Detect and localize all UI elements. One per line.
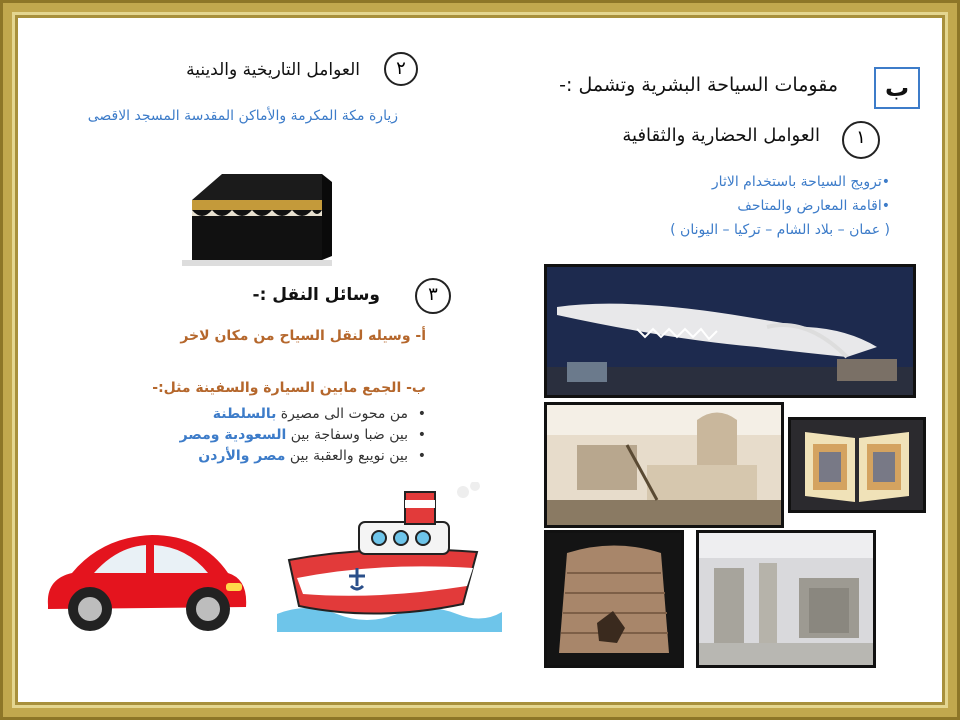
kaaba-image [182, 160, 332, 266]
number-3-label: ٣ [428, 284, 438, 305]
route-2-highlight: السعودية ومصر [179, 427, 287, 443]
number-2-label: ٢ [396, 58, 406, 79]
item3-b-text: ب- الجمع مابين السيارة والسفينة مثل:- [152, 380, 426, 396]
route-1-highlight: بالسلطنة [212, 406, 277, 422]
number-circle-1 [842, 121, 880, 159]
routes-list [180, 404, 426, 467]
number-circle-2 [384, 52, 418, 86]
item3-title: وسائل النقل :- [252, 285, 380, 305]
number-circle-3 [415, 278, 451, 314]
route-2-text: بين ضبا وسفاجة بين [286, 427, 408, 443]
museum-hall-photo [544, 402, 784, 528]
cartoon-ship-image [267, 482, 517, 632]
letter-box-label: ب [884, 74, 910, 102]
route-1-text: من محوت الى مصيرة [276, 406, 408, 422]
countries-list: ( عمان – بلاد الشام – تركيا – اليونان ) [670, 222, 890, 238]
bullet-2: •اقامة المعارض والمتاحف [737, 198, 890, 214]
item2-description: زيارة مكة المكرمة والأماكن المقدسة المسجد الاقصى [87, 108, 398, 124]
bullet-1: •ترويج السياحة باستخدام الاثار [711, 174, 890, 190]
route-3-text: بين نويبع والعقبة بين [285, 448, 408, 464]
item2-title: العوامل التاريخية والدينية [186, 60, 360, 80]
route-3-highlight: مصر والأردن [198, 448, 286, 464]
number-1-label: ١ [856, 127, 866, 148]
quran-manuscript-photo [788, 417, 926, 513]
route-item-1 [180, 404, 426, 425]
item1-title: العوامل الحضارية والثقافية [622, 125, 820, 146]
assyrian-gallery-photo [696, 530, 876, 668]
route-item-3 [180, 446, 426, 467]
whale-skeleton-museum-photo [544, 264, 916, 398]
item3-a-text: أ- وسيله لنقل السياح من مكان لاخر [180, 328, 426, 344]
red-car-image [42, 527, 252, 635]
main-heading: مقومات السياحة البشرية وتشمل :- [559, 74, 838, 96]
letter-box [874, 67, 920, 109]
route-item-2 [180, 425, 426, 446]
stone-tower-ruin-photo [544, 530, 684, 668]
